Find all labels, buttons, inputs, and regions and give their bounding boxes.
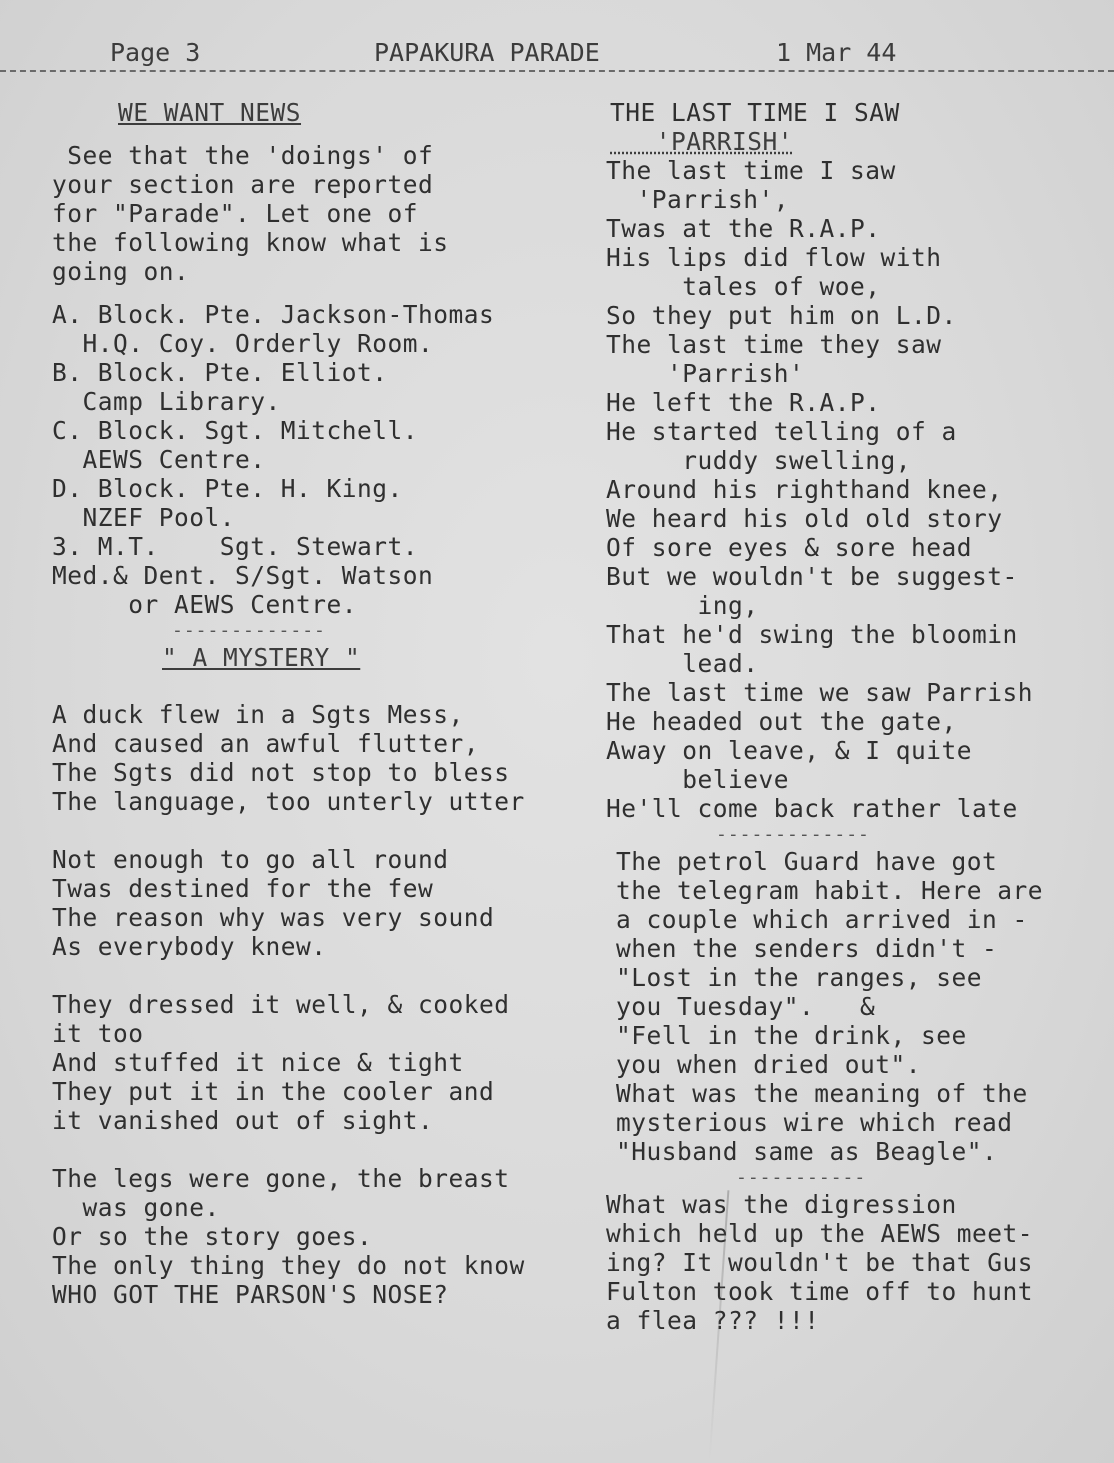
poem-line: The language, too unterly utter (52, 787, 525, 816)
contact-line: NZEF Pool. (52, 503, 236, 532)
digression-line: a flea ??? !!! (606, 1306, 820, 1335)
poem-line: They put it in the cooler and (52, 1077, 495, 1106)
news-heading: WE WANT NEWS (118, 98, 302, 127)
poem-line: He left the R.A.P. (606, 388, 881, 417)
contact-line: B. Block. Pte. Elliot. (52, 358, 388, 387)
telegram-line: you when dried out". (616, 1050, 922, 1079)
news-line: See that the 'doings' of (52, 141, 434, 170)
poem-line: The last time we saw Parrish (606, 678, 1034, 707)
digression-line: What was the digression (606, 1190, 957, 1219)
poem-line: He started telling of a (606, 417, 957, 446)
contact-line: H.Q. Coy. Orderly Room. (52, 329, 434, 358)
telegram-line: a couple which arrived in - (616, 905, 1028, 934)
telegram-line: The petrol Guard have got (616, 847, 998, 876)
poem-line: He headed out the gate, (606, 707, 957, 736)
telegram-line: when the senders didn't - (616, 934, 998, 963)
poem-line: it too (52, 1019, 144, 1048)
telegram-line: the telegram habit. Here are (616, 876, 1044, 905)
divider: ------------- (716, 824, 870, 845)
contact-line: Camp Library. (52, 387, 281, 416)
contact-line: A. Block. Pte. Jackson-Thomas (52, 300, 495, 329)
poem-line: The reason why was very sound (52, 903, 495, 932)
poem-line: His lips did flow with (606, 243, 942, 272)
poem-line: Not enough to go all round (52, 845, 449, 874)
news-body (52, 141, 612, 286)
contact-list (52, 300, 612, 619)
left-column (52, 98, 612, 1309)
telegram-item (606, 847, 1106, 1166)
poem-line: He'll come back rather late (606, 794, 1018, 823)
issue-date: 1 Mar 44 (776, 38, 897, 67)
poem-line: ruddy swelling, (606, 446, 912, 475)
header-rule (0, 70, 1114, 72)
page-header (0, 38, 1114, 78)
page-number: Page 3 (110, 38, 201, 67)
poem-line: As everybody knew. (52, 932, 327, 961)
poem-line: The last time I saw (606, 156, 896, 185)
poem-line: 'Parrish', (606, 185, 790, 214)
parrish-poem (606, 156, 1106, 823)
right-column (606, 98, 1106, 1335)
telegram-line: "Husband same as Beagle". (616, 1137, 998, 1166)
contact-line: 3. M.T. Sgt. Stewart. (52, 532, 419, 561)
poem-line: was gone. (52, 1193, 220, 1222)
poem-line (52, 961, 612, 990)
poem-line: 'Parrish' (606, 359, 805, 388)
digression-line: which held up the AEWS meet- (606, 1219, 1034, 1248)
poem-line: And stuffed it nice & tight (52, 1048, 464, 1077)
digression-line: Fulton took time off to hunt (606, 1277, 1034, 1306)
poem-line: And caused an awful flutter, (52, 729, 480, 758)
poem-line: Twas at the R.A.P. (606, 214, 881, 243)
poem-line: The only thing they do not know (52, 1251, 525, 1280)
newsletter-title: PAPAKURA PARADE (374, 38, 600, 67)
poem-line: ing, (606, 591, 759, 620)
poem-line: The last time they saw (606, 330, 942, 359)
digression-item (606, 1190, 1106, 1335)
poem-line: Away on leave, & I quite (606, 736, 973, 765)
news-line: going on. (52, 257, 190, 286)
poem-line: So they put him on L.D. (606, 301, 957, 330)
news-line: for "Parade". Let one of (52, 199, 419, 228)
divider: ----------- (736, 1167, 867, 1188)
poem-line (52, 816, 612, 845)
divider: ------------- (172, 620, 326, 641)
poem-line: But we wouldn't be suggest- (606, 562, 1018, 591)
poem-line: Of sore eyes & sore head (606, 533, 973, 562)
poem-line: Twas destined for the few (52, 874, 434, 903)
poem-line: lead. (606, 649, 759, 678)
contact-line: or AEWS Centre. (52, 590, 358, 619)
poem-line: WHO GOT THE PARSON'S NOSE? (52, 1280, 449, 1309)
poem-line: it vanished out of sight. (52, 1106, 434, 1135)
parrish-heading-line2: 'PARRISH' (610, 127, 794, 156)
contact-line: C. Block. Sgt. Mitchell. (52, 416, 419, 445)
poem-line: We heard his old old story (606, 504, 1003, 533)
poem-line: believe (606, 765, 790, 794)
poem-line: That he'd swing the bloomin (606, 620, 1018, 649)
contact-line: AEWS Centre. (52, 445, 266, 474)
parrish-heading-line1: THE LAST TIME I SAW (610, 98, 900, 127)
poem-line: They dressed it well, & cooked (52, 990, 510, 1019)
digression-line: ing? It wouldn't be that Gus (606, 1248, 1034, 1277)
telegram-line: "Fell in the drink, see (616, 1021, 967, 1050)
contact-line: Med.& Dent. S/Sgt. Watson (52, 561, 434, 590)
news-line: the following know what is (52, 228, 449, 257)
telegram-line: mysterious wire which read (616, 1108, 1013, 1137)
mystery-heading: " A MYSTERY " (162, 643, 361, 672)
poem-line: The Sgts did not stop to bless (52, 758, 510, 787)
poem-line: The legs were gone, the breast (52, 1164, 510, 1193)
telegram-line: "Lost in the ranges, see (616, 963, 983, 992)
poem-line: tales of woe, (606, 272, 881, 301)
news-line: your section are reported (52, 170, 434, 199)
telegram-line: you Tuesday". & (616, 992, 876, 1021)
poem-line (52, 1135, 612, 1164)
poem-line: A duck flew in a Sgts Mess, (52, 700, 464, 729)
telegram-line: What was the meaning of the (616, 1079, 1028, 1108)
poem-line: Or so the story goes. (52, 1222, 373, 1251)
mystery-poem (52, 700, 612, 1309)
poem-line: Around his righthand knee, (606, 475, 1003, 504)
contact-line: D. Block. Pte. H. King. (52, 474, 403, 503)
